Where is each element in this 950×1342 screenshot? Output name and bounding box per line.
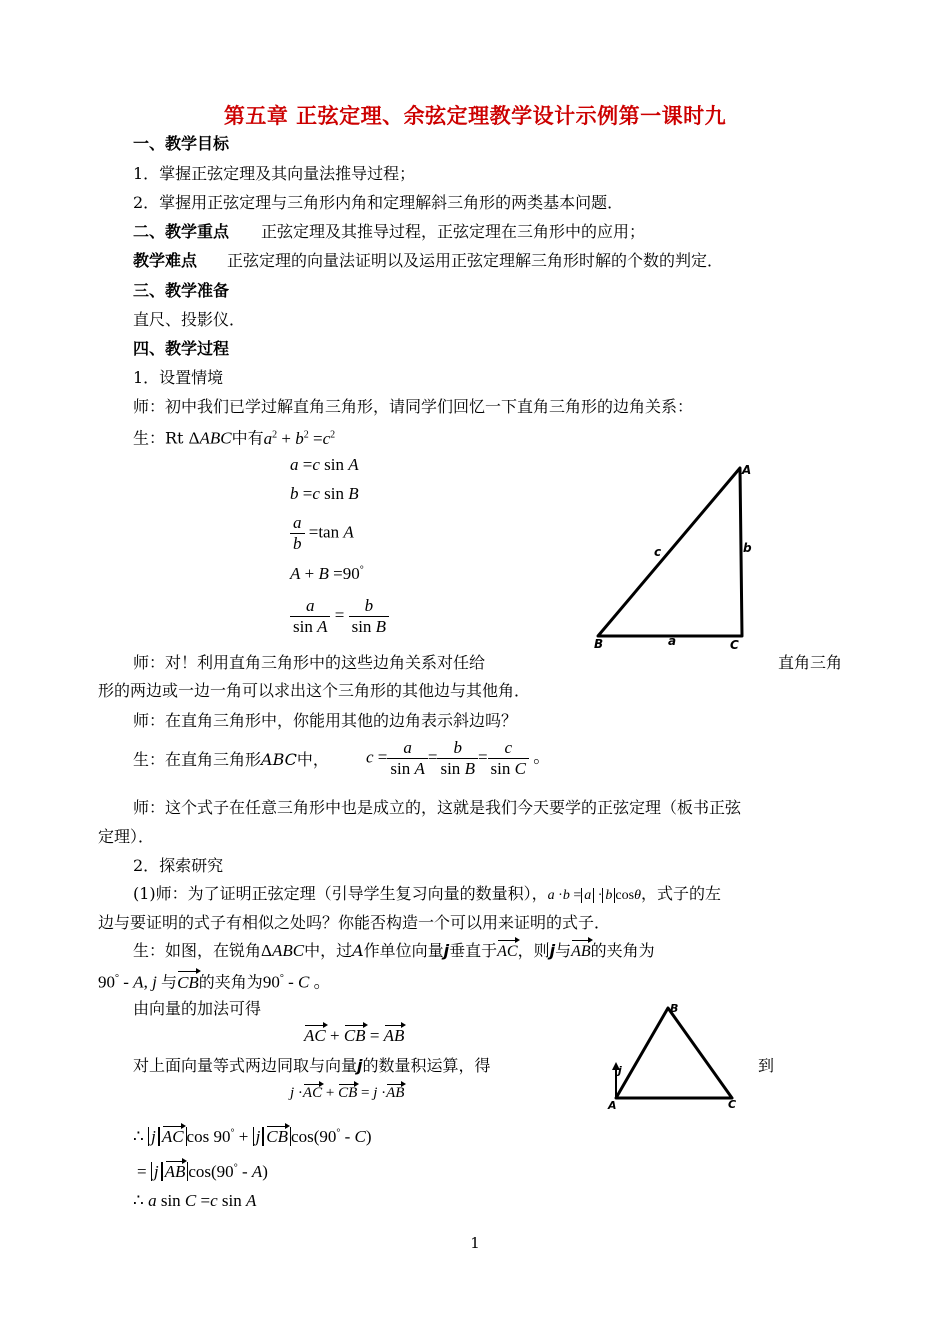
dot-product-line-a: 对上面向量等式两边同取与向量j的数量积运算，得 bbox=[133, 1056, 491, 1075]
teacher-line-2c: 形的两边或一边一角可以求出这个三角形的其他边与其他角． bbox=[98, 681, 531, 700]
fig1-label-B: B bbox=[594, 637, 604, 651]
formula-hypotenuse: c = $\frac{a}{\text{sin A}}$ = $\frac{b}{\text{sin B}}$ = $\frac{c}{\text{sin C}}$ 。 bbox=[366, 738, 551, 778]
teacher-line-1: 师：初中我们已学过解直角三角形，请同学们回忆一下直角三角形的边角关系： bbox=[133, 397, 694, 416]
formula-tanA: $\frac{a}{b}$ =tan A bbox=[290, 513, 354, 554]
difficulty-line bbox=[133, 250, 723, 272]
teacher-line-2a: 师：对！利用直角三角形中的这些边角关系对任给 bbox=[133, 653, 486, 672]
formula-a-csinA: a =c sin A bbox=[290, 455, 359, 474]
key-points-line bbox=[133, 221, 645, 243]
section-heading-key-points: 二、教学重点 bbox=[133, 222, 230, 241]
teacher-line-2b: 直角三角 bbox=[778, 653, 843, 672]
student-line-2: 生：在直角三角形ABC中， bbox=[133, 750, 329, 769]
teacher-line-3: 师：在直角三角形中，你能用其他的边角表示斜边吗？ bbox=[133, 711, 518, 730]
teacher-line-5b: 边与要证明的式子有相似之处吗？你能否构造一个可以用来证明的式子． bbox=[98, 913, 611, 932]
formula-vector-sum: AC + CB = AB bbox=[304, 1026, 405, 1045]
fig1-label-c: c bbox=[654, 545, 662, 559]
fig2-label-C: C bbox=[728, 1098, 737, 1110]
section-heading-process: 四、教学过程 bbox=[133, 339, 230, 358]
student-line-3: 生：如图，在锐角ΔABC中，过A作单位向量j垂直于AC，则j与AB的夹角为 bbox=[133, 940, 655, 963]
fig1-label-b: b bbox=[743, 541, 752, 555]
teacher-line-4a: 师：这个式子在任意三角形中也是成立的，这就是我们今天要学的正弦定理（板书正弦 bbox=[133, 798, 742, 817]
difficulty-heading: 教学难点 bbox=[133, 251, 198, 270]
acute-triangle-figure bbox=[606, 998, 746, 1110]
student-line-3b: 90° - A, j 与CB的夹角为90° - C 。 bbox=[98, 972, 331, 992]
dot-product-line-b: 到 bbox=[758, 1056, 775, 1075]
section-heading-goals: 一、教学目标 bbox=[133, 134, 230, 153]
formula-sine-ratio: $\frac{a}{\text{sin A}}$ = $\frac{b}{\text{sin B}}$ bbox=[290, 596, 389, 637]
formula-dot-product: j ·AC + CB = j ·AB bbox=[290, 1085, 405, 1101]
right-triangle-outline bbox=[598, 468, 742, 636]
goal-item-2: 2．掌握用正弦定理与三角形内角和定理解斜三角形的两类基本问题． bbox=[133, 193, 624, 212]
student-line-1: 生：Rt ΔABC中有$a^2 + b^2 =c^2$ bbox=[133, 428, 336, 448]
formula-b-csinB: b =c sin B bbox=[290, 484, 359, 503]
goal-item-1: 1．掌握正弦定理及其向量法推导过程； bbox=[133, 164, 416, 183]
step-2-heading: 2．探索研究 bbox=[133, 856, 224, 875]
fig2-label-j: j bbox=[618, 1064, 622, 1077]
formula-proof-line-1: ∴ j AC cos 90° + j CB cos(90° - C) bbox=[133, 1127, 372, 1146]
section-heading-preparation: 三、教学准备 bbox=[133, 281, 230, 300]
key-points-text: 正弦定理及其推导过程，正弦定理在三角形中的应用； bbox=[261, 222, 646, 241]
formula-proof-line-2: = j AB cos(90° - A) bbox=[137, 1162, 268, 1181]
teacher-line-4b: 定理）． bbox=[98, 827, 155, 846]
acute-triangle-outline bbox=[616, 1008, 732, 1098]
formula-angle-sum: A + B =90° bbox=[290, 564, 364, 583]
preparation-text: 直尺、投影仪． bbox=[133, 310, 246, 329]
fig1-label-C: C bbox=[730, 638, 739, 652]
vector-addition-intro: 由向量的加法可得 bbox=[133, 999, 262, 1018]
fig2-label-A: A bbox=[608, 1099, 617, 1110]
page-number: 1 bbox=[470, 1234, 480, 1252]
fig1-label-a: a bbox=[668, 634, 677, 648]
fig2-label-B: B bbox=[670, 1002, 679, 1015]
page-title: 第五章 正弦定理、余弦定理教学设计示例第一课时九 bbox=[223, 104, 727, 128]
right-triangle-figure bbox=[588, 460, 768, 652]
teacher-line-5a: (1)师：为了证明正弦定理（引导学生复习向量的数量积），a ·b = a · b cosθ，式子的左 bbox=[133, 884, 721, 903]
step-1-heading: 1．设置情境 bbox=[133, 368, 224, 387]
fig1-label-A: A bbox=[742, 463, 752, 477]
difficulty-text: 正弦定理的向量法证明以及运用正弦定理解三角形时解的个数的判定． bbox=[227, 251, 724, 270]
formula-proof-line-3: ∴ a sin C =c sin A bbox=[133, 1191, 257, 1210]
